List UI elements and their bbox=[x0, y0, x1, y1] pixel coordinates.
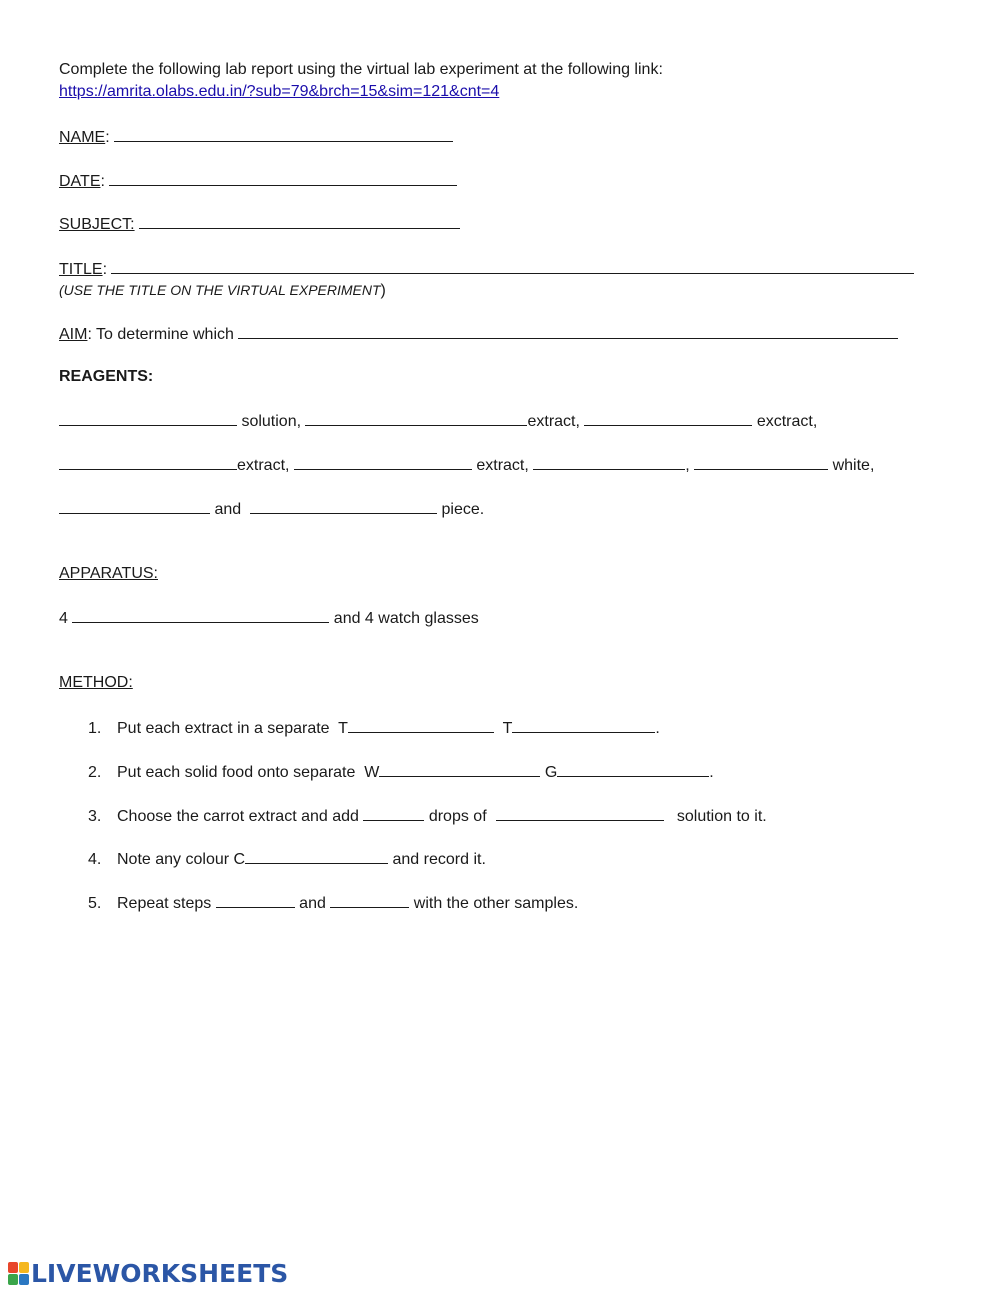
intro-link-line bbox=[59, 82, 499, 102]
aim-row bbox=[59, 323, 898, 345]
method-step-2 bbox=[88, 761, 714, 783]
reagent-extract2-text: extract, bbox=[237, 457, 294, 474]
step-3-number: 3. bbox=[88, 808, 102, 825]
step-2-g: G bbox=[540, 764, 558, 781]
reagent-blank-7[interactable] bbox=[694, 454, 828, 470]
step-4-text: Note any colour C bbox=[117, 851, 246, 868]
step-3-blank-b[interactable] bbox=[496, 805, 664, 821]
reagent-blank-3[interactable] bbox=[584, 410, 752, 426]
reagent-blank-6[interactable] bbox=[533, 454, 685, 470]
reagent-blank-8[interactable] bbox=[59, 498, 210, 514]
logo-square-green bbox=[8, 1274, 18, 1285]
method-step-3 bbox=[88, 805, 767, 827]
title-note bbox=[59, 280, 386, 301]
logo-square-blue bbox=[19, 1274, 29, 1285]
step-5-and: and bbox=[294, 895, 331, 912]
date-label: DATE bbox=[59, 173, 101, 190]
reagent-blank-5[interactable] bbox=[294, 454, 472, 470]
step-1-t: T bbox=[498, 720, 513, 737]
liveworksheets-logo-icon bbox=[8, 1262, 29, 1285]
method-step-1 bbox=[88, 717, 660, 739]
step-1-end: . bbox=[655, 720, 660, 737]
step-2-text: Put each solid food onto separate W bbox=[117, 764, 380, 781]
liveworksheets-brand bbox=[8, 1259, 288, 1288]
apparatus-row bbox=[59, 607, 479, 629]
step-2-blank-a[interactable] bbox=[379, 761, 540, 777]
reagent-blank-4[interactable] bbox=[59, 454, 237, 470]
name-label: NAME bbox=[59, 129, 106, 146]
aim-text: : To determine which bbox=[87, 326, 234, 343]
apparatus-tail: and 4 watch glasses bbox=[329, 610, 479, 627]
method-heading: METHOD: bbox=[59, 674, 133, 691]
name-blank[interactable] bbox=[114, 126, 453, 142]
step-2-end: . bbox=[709, 764, 714, 781]
step-4-end: and record it. bbox=[388, 851, 486, 868]
reagent-extract-text: extract, bbox=[527, 413, 585, 430]
apparatus-count: 4 bbox=[59, 610, 73, 627]
step-5-blank-b[interactable] bbox=[330, 892, 409, 908]
apparatus-heading: APPARATUS: bbox=[59, 565, 158, 582]
apparatus-blank[interactable] bbox=[72, 607, 329, 623]
reagent-blank-1[interactable] bbox=[59, 410, 237, 426]
title-row: TITLE: bbox=[59, 258, 914, 280]
logo-square-yellow bbox=[19, 1262, 29, 1273]
method-step-5 bbox=[88, 892, 578, 914]
title-label: TITLE bbox=[59, 261, 103, 278]
reagents-heading: REAGENTS: bbox=[59, 368, 154, 385]
virtual-lab-link[interactable]: https://amrita.olabs.edu.in/?sub=79&brch=15&sim=121&cnt=4 bbox=[59, 83, 500, 100]
step-2-blank-b[interactable] bbox=[557, 761, 709, 777]
intro-text bbox=[59, 60, 663, 80]
title-note-text: (USE THE TITLE ON THE VIRTUAL EXPERIMENT bbox=[59, 282, 381, 298]
step-2-number: 2. bbox=[88, 764, 102, 781]
step-3-blank-a[interactable] bbox=[363, 805, 424, 821]
step-1-number: 1. bbox=[88, 720, 102, 737]
reagent-solution-text: solution, bbox=[237, 413, 306, 430]
reagent-blank-9[interactable] bbox=[250, 498, 437, 514]
title-note-close: ) bbox=[380, 282, 386, 299]
reagents-line-1 bbox=[59, 410, 817, 432]
subject-blank[interactable] bbox=[139, 213, 460, 229]
step-5-end: with the other samples. bbox=[409, 895, 579, 912]
method-step-4 bbox=[88, 848, 486, 870]
step-5-text: Repeat steps bbox=[117, 895, 216, 912]
reagent-and-text: and bbox=[210, 501, 246, 518]
step-1-blank-a[interactable] bbox=[348, 717, 494, 733]
step-4-number: 4. bbox=[88, 851, 102, 868]
reagent-exctract-text: exctract, bbox=[752, 413, 818, 430]
step-3-text: Choose the carrot extract and add bbox=[117, 808, 364, 825]
liveworksheets-logo-text: LIVEWORKSHEETS bbox=[31, 1259, 289, 1288]
logo-square-red bbox=[8, 1262, 18, 1273]
step-5-blank-a[interactable] bbox=[216, 892, 295, 908]
intro-sentence: Complete the following lab report using the virtual lab experiment at the following link: bbox=[59, 61, 663, 78]
date-row: DATE: bbox=[59, 170, 457, 192]
step-4-blank[interactable] bbox=[245, 848, 388, 864]
reagent-white-text: white, bbox=[828, 457, 875, 474]
reagents-line-3 bbox=[59, 498, 484, 520]
name-row: NAME: bbox=[59, 126, 453, 148]
date-blank[interactable] bbox=[109, 170, 457, 186]
reagents-line-2 bbox=[59, 454, 874, 476]
aim-label: AIM bbox=[59, 326, 88, 343]
subject-row bbox=[59, 213, 460, 235]
step-1-text: Put each extract in a separate T bbox=[117, 720, 348, 737]
aim-blank[interactable] bbox=[238, 323, 898, 339]
step-5-number: 5. bbox=[88, 895, 102, 912]
reagent-blank-2[interactable] bbox=[305, 410, 527, 426]
step-1-blank-b[interactable] bbox=[512, 717, 655, 733]
subject-label: SUBJECT: bbox=[59, 216, 135, 233]
reagent-comma-text: , bbox=[685, 457, 695, 474]
step-3-end: solution to it. bbox=[667, 808, 767, 825]
step-3-drops: drops of bbox=[424, 808, 492, 825]
reagent-extract3-text: extract, bbox=[471, 457, 534, 474]
title-blank[interactable] bbox=[111, 258, 914, 274]
reagent-piece-text: piece. bbox=[437, 501, 485, 518]
